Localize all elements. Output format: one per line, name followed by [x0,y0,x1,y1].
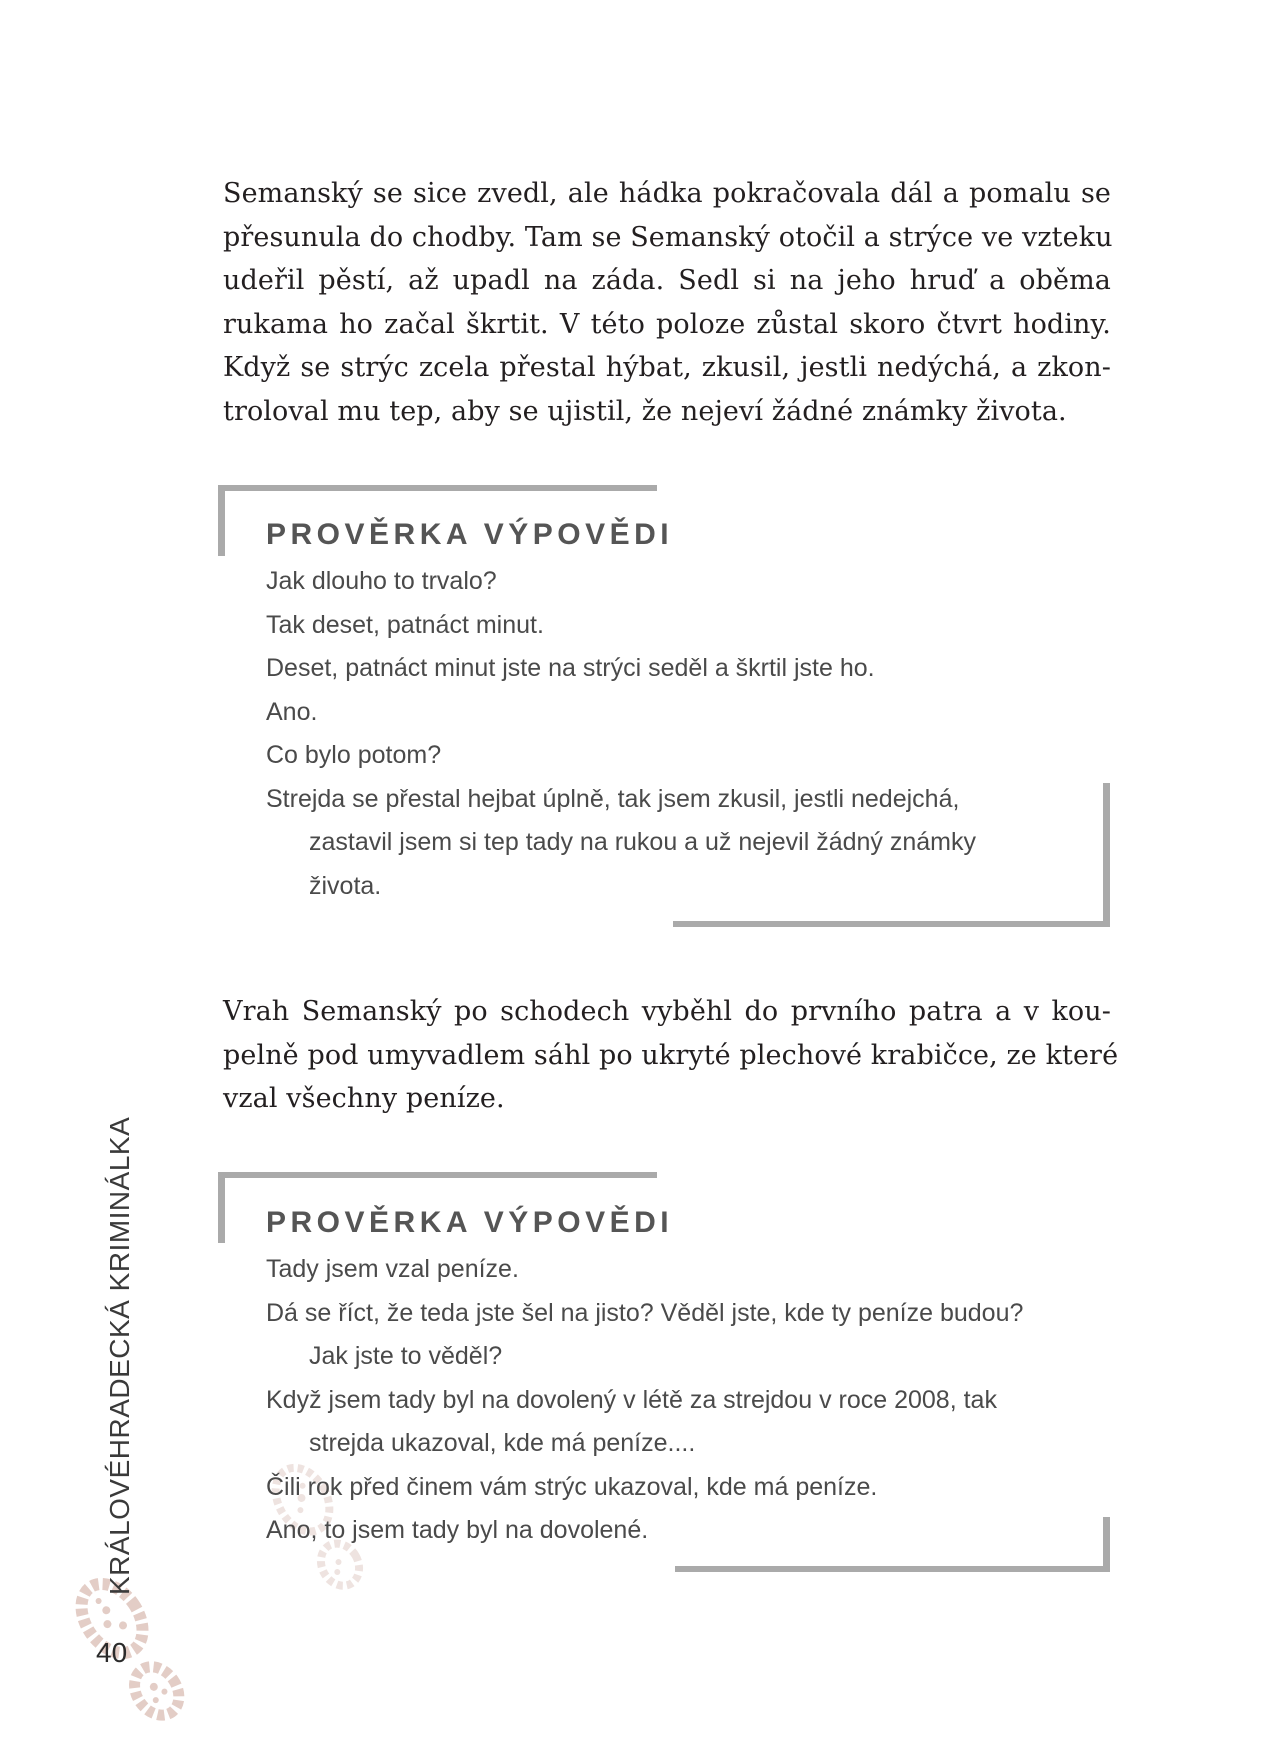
transcript-line: Jak dlouho to trvalo? [266,567,497,595]
transcript-line: života. [309,871,382,900]
page-number: 40 [96,1637,128,1668]
body-paragraph-1 [223,172,1111,433]
box2-transcript [266,1248,1096,1553]
box2-left-bracket [218,1172,225,1243]
body-paragraph-2 [223,990,1119,1121]
transcript-line: Co bylo potom? [266,741,442,769]
box2-heading: PROVĚRKA VÝPOVĚDI [266,1206,674,1239]
paragraph-line: Semanský se sice zvedl, ale hádka pokračovala dál a pomalu se [223,178,1111,209]
paragraph-line: pelně pod umyvadlem sáhl po ukryté plechové krabičce, ze které [223,1039,1119,1071]
paragraph-line: udeřil pěstí, až upadl na záda. Sedl si na jeho hruď a oběma [223,265,1111,296]
paragraph-line: vzal všechny peníze. [223,1083,505,1114]
paragraph-line: Vrah Semanský po schodech vyběhl do prvního patra a v kou- [223,996,1111,1027]
transcript-line: strejda ukazoval, kde má peníze.... [309,1429,696,1457]
transcript-line: zastavil jsem si tep tady na rukou a už nejevil žádný známky [309,828,976,856]
box1-right-bracket [1103,783,1110,927]
box1-bottom-bracket [673,921,1110,927]
box2-right-bracket [1103,1517,1110,1572]
paragraph-line: přesunula do chodby. Tam se Semanský otočil a strýce ve vzteku [223,221,1113,253]
paragraph-line: troloval mu tep, aby se ujistil, že nejeví žádné známky života. [223,395,1067,427]
transcript-line: Strejda se přestal hejbat úplně, tak jsem zkusil, jestli nedejchá, [266,784,960,813]
box1-left-bracket [218,485,225,556]
transcript-line: Ano. [266,697,318,726]
transcript-line: Ano, to jsem tady byl na dovolené. [266,1516,649,1544]
box1-top-bracket [218,485,657,491]
transcript-line: Čili rok před činem vám strýc ukazoval, kde má peníze. [266,1472,878,1501]
transcript-line: Tady jsem vzal peníze. [266,1255,519,1283]
transcript-line: Dá se říct, že teda jste šel na jisto? Věděl jste, kde ty peníze budou? [266,1298,1024,1327]
transcript-line: Jak jste to věděl? [309,1342,503,1370]
running-title: KRÁLOVÉHRADECKÁ KRIMINÁLKA [104,1116,135,1595]
box1-transcript [266,560,1096,908]
box1-heading: PROVĚRKA VÝPOVĚDI [266,518,674,551]
transcript-line: Deset, patnáct minut jste na strýci seděl a škrtil jste ho. [266,654,875,682]
box2-top-bracket [218,1172,657,1178]
paragraph-line: Když se strýc zcela přestal hýbat, zkusil, jestli nedýchá, a zkon- [223,352,1111,383]
paragraph-line: rukama ho začal škrtit. V této poloze zůstal skoro čtvrt hodiny. [223,308,1111,340]
box2-bottom-bracket [675,1566,1110,1572]
transcript-line: Tak deset, patnáct minut. [266,610,544,639]
transcript-line: Když jsem tady byl na dovolený v létě za strejdou v roce 2008, tak [266,1385,997,1414]
